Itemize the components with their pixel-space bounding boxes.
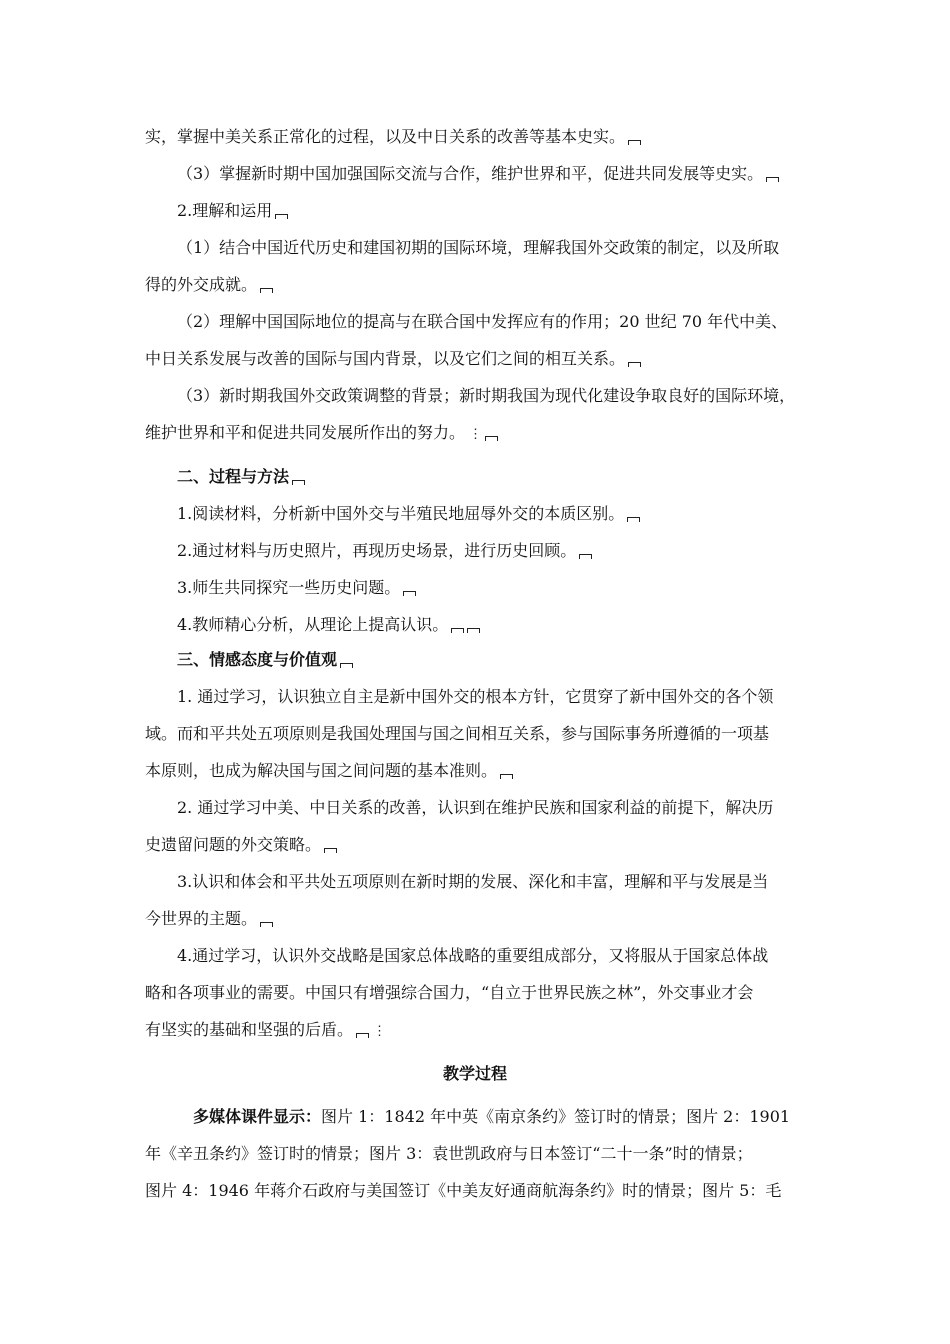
paragraph-mark-icon (766, 177, 779, 182)
paragraph-line: 2.理解和运用 (177, 201, 288, 221)
vertical-dots-icon: ⋮ (469, 427, 483, 442)
section-heading: 二、过程与方法 (177, 467, 305, 487)
paragraph-line: 维护世界和平和促进共同发展所作出的努力。 ⋮ (145, 423, 498, 445)
paragraph-line: （2）理解中国国际地位的提高与在联合国中发挥应有的作用；20 世纪 70 年代中美、 (177, 312, 788, 331)
paragraph-line: 3.师生共同探究一些历史问题。 (177, 578, 416, 598)
paragraph-line: 今世界的主题。 (145, 909, 273, 929)
paragraph-line: 2.通过材料与历史照片，再现历史场景，进行历史回顾。 (177, 541, 592, 561)
paragraph-mark-icon (627, 517, 640, 522)
paragraph-line: （3）新时期我国外交政策调整的背景；新时期我国为现代化建设争取良好的国际环境， (177, 386, 796, 405)
paragraph-line: 多媒体课件显示：图片 1：1842 年中英《南京条约》签订时的情景；图片 2：1901 (193, 1107, 791, 1126)
paragraph-mark-icon (403, 591, 416, 596)
paragraph-line: 中日关系发展与改善的国际与国内背景，以及它们之间的相互关系。 (145, 349, 641, 369)
paragraph-line: 史遗留问题的外交策略。 (145, 835, 337, 855)
paragraph-mark-icon (628, 362, 641, 367)
paragraph-line: （3）掌握新时期中国加强国际交流与合作，维护世界和平，促进共同发展等史实。 (177, 164, 779, 184)
paragraph-line: 2. 通过学习中美、中日关系的改善，认识到在维护民族和国家利益的前提下，解决历 (177, 798, 774, 817)
paragraph-mark-icon (292, 480, 305, 485)
paragraph-line: 有坚实的基础和坚强的后盾。 ⋮ (145, 1020, 386, 1042)
paragraph-line: 4.教师精心分析，从理论上提高认识。 (177, 615, 480, 635)
paragraph-mark-icon (485, 436, 498, 441)
paragraph-line: 域。而和平共处五项原则是我国处理国与国之间相互关系，参与国际事务所遵循的一项基 (145, 724, 770, 743)
section-title: 教学过程 (442, 1064, 507, 1083)
paragraph-mark-icon (260, 922, 273, 927)
paragraph-line: 本原则，也成为解决国与国之间问题的基本准则。 (145, 761, 513, 781)
paragraph-line: 4.通过学习，认识外交战略是国家总体战略的重要组成部分，又将服从于国家总体战 (177, 946, 769, 965)
paragraph-mark-icon (579, 554, 592, 559)
paragraph-mark-icon (451, 628, 464, 633)
paragraph-line: 实，掌握中美关系正常化的过程，以及中日关系的改善等基本史实。 (145, 127, 641, 147)
paragraph-mark-icon (628, 140, 641, 145)
paragraph-mark-icon (275, 214, 288, 219)
paragraph-line: 年《辛丑条约》签订时的情景；图片 3：袁世凯政府与日本签订“二十一条”时的情景； (145, 1144, 753, 1163)
paragraph-mark-icon (356, 1033, 369, 1038)
vertical-dots-icon: ⋮ (373, 1024, 387, 1039)
paragraph-line: 1. 通过学习，认识独立自主是新中国外交的根本方针，它贯穿了新中国外交的各个领 (177, 687, 774, 706)
paragraph-line: 3.认识和体会和平共处五项原则在新时期的发展、深化和丰富，理解和平与发展是当 (177, 872, 769, 891)
paragraph-mark-icon (500, 774, 513, 779)
paragraph-mark-icon (340, 663, 353, 668)
section-heading: 三、情感态度与价值观 (177, 650, 353, 670)
paragraph-line: 略和各项事业的需要。中国只有增强综合国力，“自立于世界民族之林”，外交事业才会 (145, 983, 754, 1002)
paragraph-line: 图片 4：1946 年蒋介石政府与美国签订《中美友好通商航海条约》时的情景；图片 5：毛 (145, 1181, 782, 1200)
paragraph-mark-icon (324, 848, 337, 853)
paragraph-line: 得的外交成就。 (145, 275, 273, 295)
paragraph-mark-icon (260, 288, 273, 293)
paragraph-mark-icon (467, 628, 480, 633)
paragraph-line: 1.阅读材料，分析新中国外交与半殖民地屈辱外交的本质区别。 (177, 504, 640, 524)
paragraph-line: （1）结合中国近代历史和建国初期的国际环境，理解我国外交政策的制定，以及所取 (177, 238, 780, 257)
